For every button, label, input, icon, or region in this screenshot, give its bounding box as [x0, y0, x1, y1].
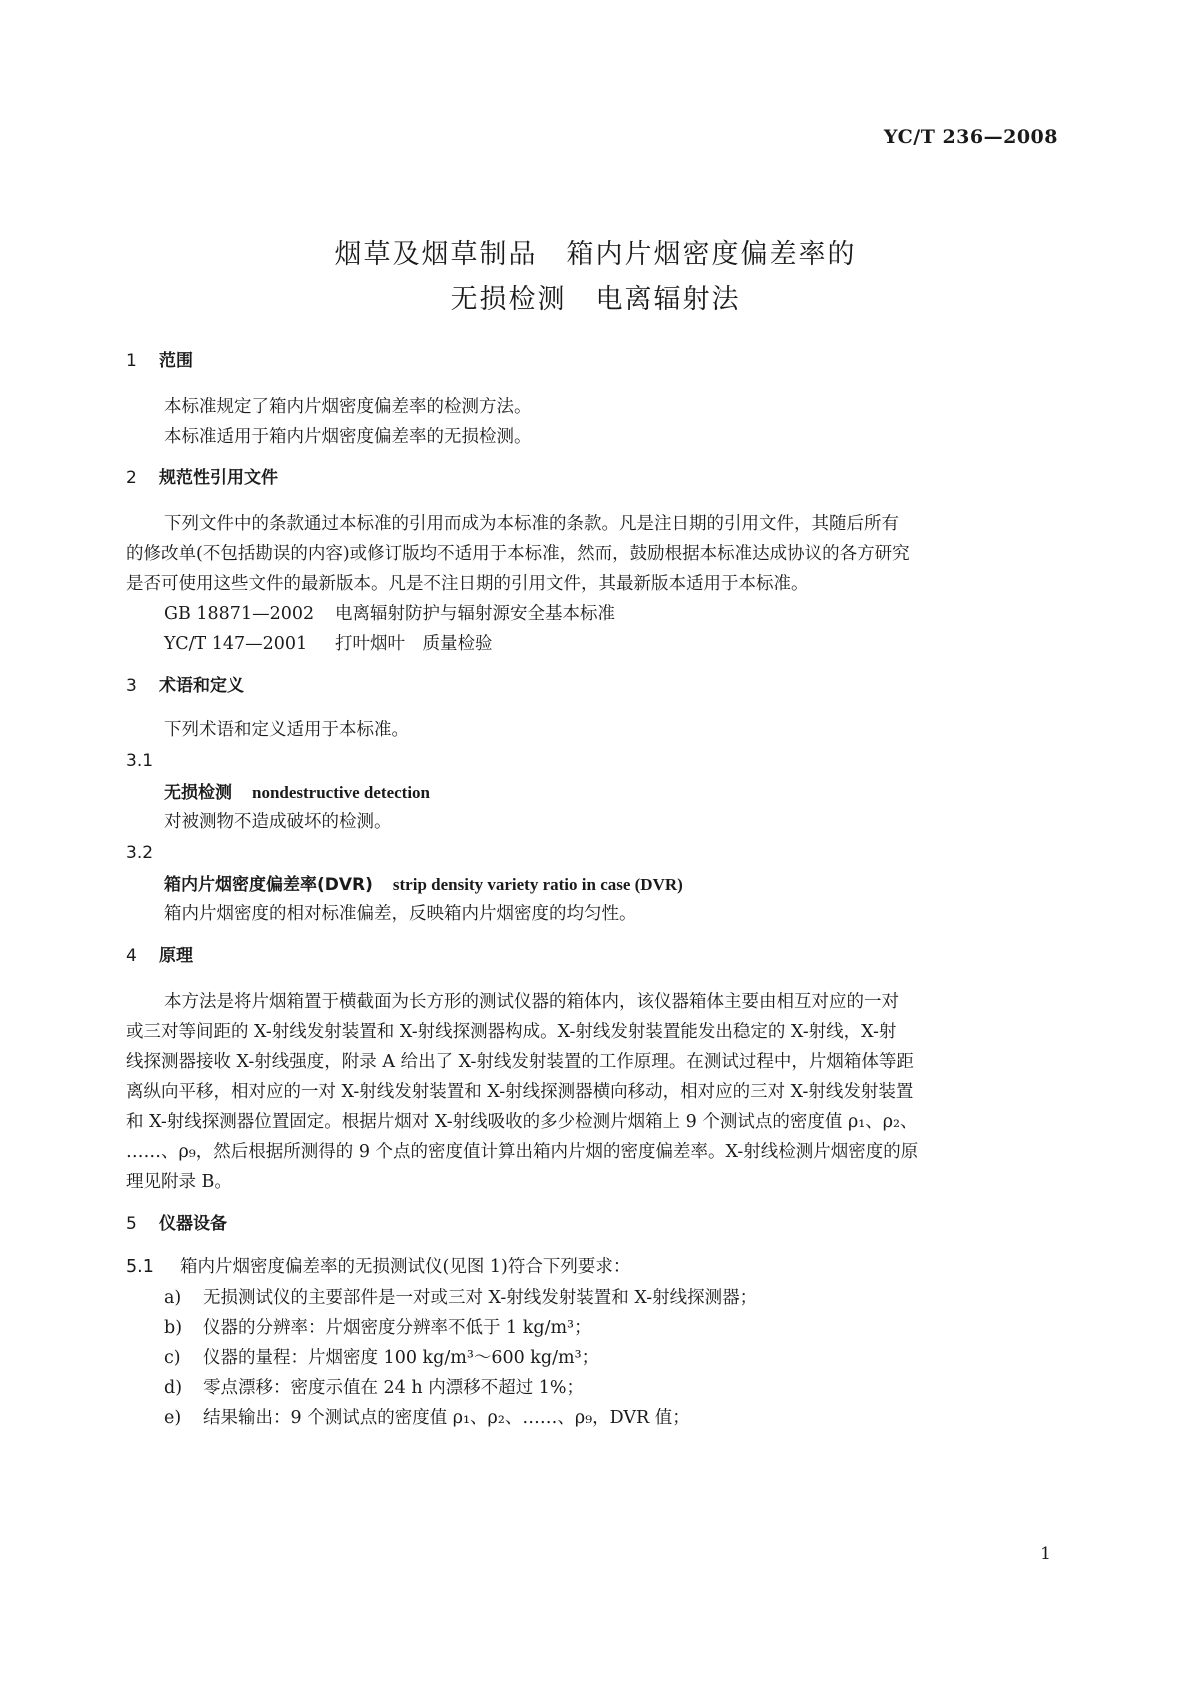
section-4-paragraph-line: 离纵向平移，相对应的一对 X-射线发射装置和 X-射线探测器横向移动，相对应的三对 X-射线发射装置 [126, 1082, 914, 1102]
reference-code: GB 18871—2002 [164, 604, 315, 624]
clause-3-1-number: 3.1 [126, 751, 154, 771]
section-number: 2 [126, 468, 137, 488]
section-4-paragraph-line: 或三对等间距的 X-射线发射装置和 X-射线探测器构成。X-射线发射装置能发出稳定的 X-射线，X-射 [126, 1022, 897, 1042]
section-1-paragraph-2: 本标准适用于箱内片烟密度偏差率的无损检测。 [164, 427, 532, 447]
section-4-paragraph-line: ……、ρ₉，然后根据所测得的 9 个点的密度值计算出箱内片烟的密度偏差率。X-射线检测片烟密度的原 [126, 1142, 919, 1162]
list-item [164, 1320, 592, 1338]
section-2-paragraph-line: 是否可使用这些文件的最新版本。凡是不注日期的引用文件，其最新版本适用于本标准。 [126, 574, 809, 594]
clause-5-1 [126, 1259, 630, 1277]
list-item-label: a) [164, 1288, 182, 1308]
term-3-2 [164, 876, 683, 894]
section-4-paragraph-line: 和 X-射线探测器位置固定。根据片烟对 X-射线吸收的多少检测片烟箱上 9 个测试点的密度值 ρ₁、ρ₂、 [126, 1112, 918, 1132]
section-2-paragraph-line: 的修改单(不包括勘误的内容)或修订版均不适用于本标准，然而，鼓励根据本标准达成协议的各方研究 [126, 544, 910, 564]
section-title: 原理 [159, 946, 193, 966]
section-4-paragraph-line: 理见附录 B。 [126, 1172, 232, 1192]
reference-title: 电离辐射防护与辐射源安全基本标准 [335, 604, 615, 624]
reference-code: YC/T 147—2001 [164, 634, 308, 654]
standard-code: YC/T 236—2008 [883, 126, 1058, 148]
list-item-label: c) [164, 1348, 181, 1368]
term-chinese: 无损检测 [164, 783, 232, 803]
document-title-line-2: 无损检测 电离辐射法 [450, 284, 741, 315]
term-chinese: 箱内片烟密度偏差率(DVR) [164, 875, 373, 895]
term-english: nondestructive detection [252, 783, 431, 802]
list-item-text: 仪器的量程：片烟密度 100 kg/m³～600 kg/m³； [203, 1348, 600, 1368]
list-item-text: 结果输出：9 个测试点的密度值 ρ₁、ρ₂、……、ρ₉，DVR 值； [203, 1408, 690, 1428]
section-1-paragraph-1: 本标准规定了箱内片烟密度偏差率的检测方法。 [164, 397, 532, 417]
section-title: 仪器设备 [159, 1214, 227, 1234]
list-item-label: b) [164, 1318, 183, 1338]
clause-number: 5.1 [126, 1257, 154, 1277]
term-3-1-definition: 对被测物不造成破坏的检测。 [164, 812, 392, 832]
section-4-paragraph-line: 线探测器接收 X-射线强度，附录 A 给出了 X-射线发射装置的工作原理。在测试过程中，片烟箱体等距 [126, 1052, 914, 1072]
term-3-2-definition: 箱内片烟密度的相对标准偏差，反映箱内片烟密度的均匀性。 [164, 904, 637, 924]
section-number: 3 [126, 676, 137, 696]
list-item [164, 1290, 757, 1308]
list-item [164, 1410, 690, 1428]
section-1-heading [126, 353, 193, 370]
reference-title: 打叶烟叶 质量检验 [335, 634, 493, 654]
term-3-1 [164, 784, 430, 802]
list-item-label: e) [164, 1408, 182, 1428]
section-5-heading [126, 1216, 227, 1233]
section-title: 规范性引用文件 [159, 468, 278, 488]
list-item-label: d) [164, 1378, 183, 1398]
list-item [164, 1380, 584, 1398]
clause-3-2-number: 3.2 [126, 843, 154, 863]
list-item-text: 无损测试仪的主要部件是一对或三对 X-射线发射装置和 X-射线探测器； [203, 1288, 758, 1308]
list-item-text: 零点漂移：密度示值在 24 h 内漂移不超过 1%； [203, 1378, 585, 1398]
section-3-intro: 下列术语和定义适用于本标准。 [164, 720, 409, 740]
section-title: 术语和定义 [159, 676, 244, 696]
list-item-text: 仪器的分辨率：片烟密度分辨率不低于 1 kg/m³； [203, 1318, 592, 1338]
section-2-heading [126, 470, 278, 487]
clause-text: 箱内片烟密度偏差率的无损测试仪(见图 1)符合下列要求： [180, 1257, 631, 1277]
section-number: 1 [126, 351, 137, 371]
section-number: 5 [126, 1214, 137, 1234]
section-title: 范围 [159, 351, 193, 371]
section-3-heading [126, 678, 244, 695]
normative-reference [164, 636, 493, 654]
normative-reference [164, 606, 615, 624]
section-2-paragraph-line: 下列文件中的条款通过本标准的引用而成为本标准的条款。凡是注日期的引用文件，其随后所有 [164, 514, 899, 534]
section-4-heading [126, 948, 193, 965]
list-item [164, 1350, 599, 1368]
document-title-line-1: 烟草及烟草制品 箱内片烟密度偏差率的 [334, 239, 857, 270]
section-4-paragraph-line: 本方法是将片烟箱置于横截面为长方形的测试仪器的箱体内，该仪器箱体主要由相互对应的一对 [164, 992, 899, 1012]
term-english: strip density variety ratio in case (DVR) [392, 875, 683, 894]
section-number: 4 [126, 946, 137, 966]
page-number: 1 [1040, 1544, 1051, 1564]
